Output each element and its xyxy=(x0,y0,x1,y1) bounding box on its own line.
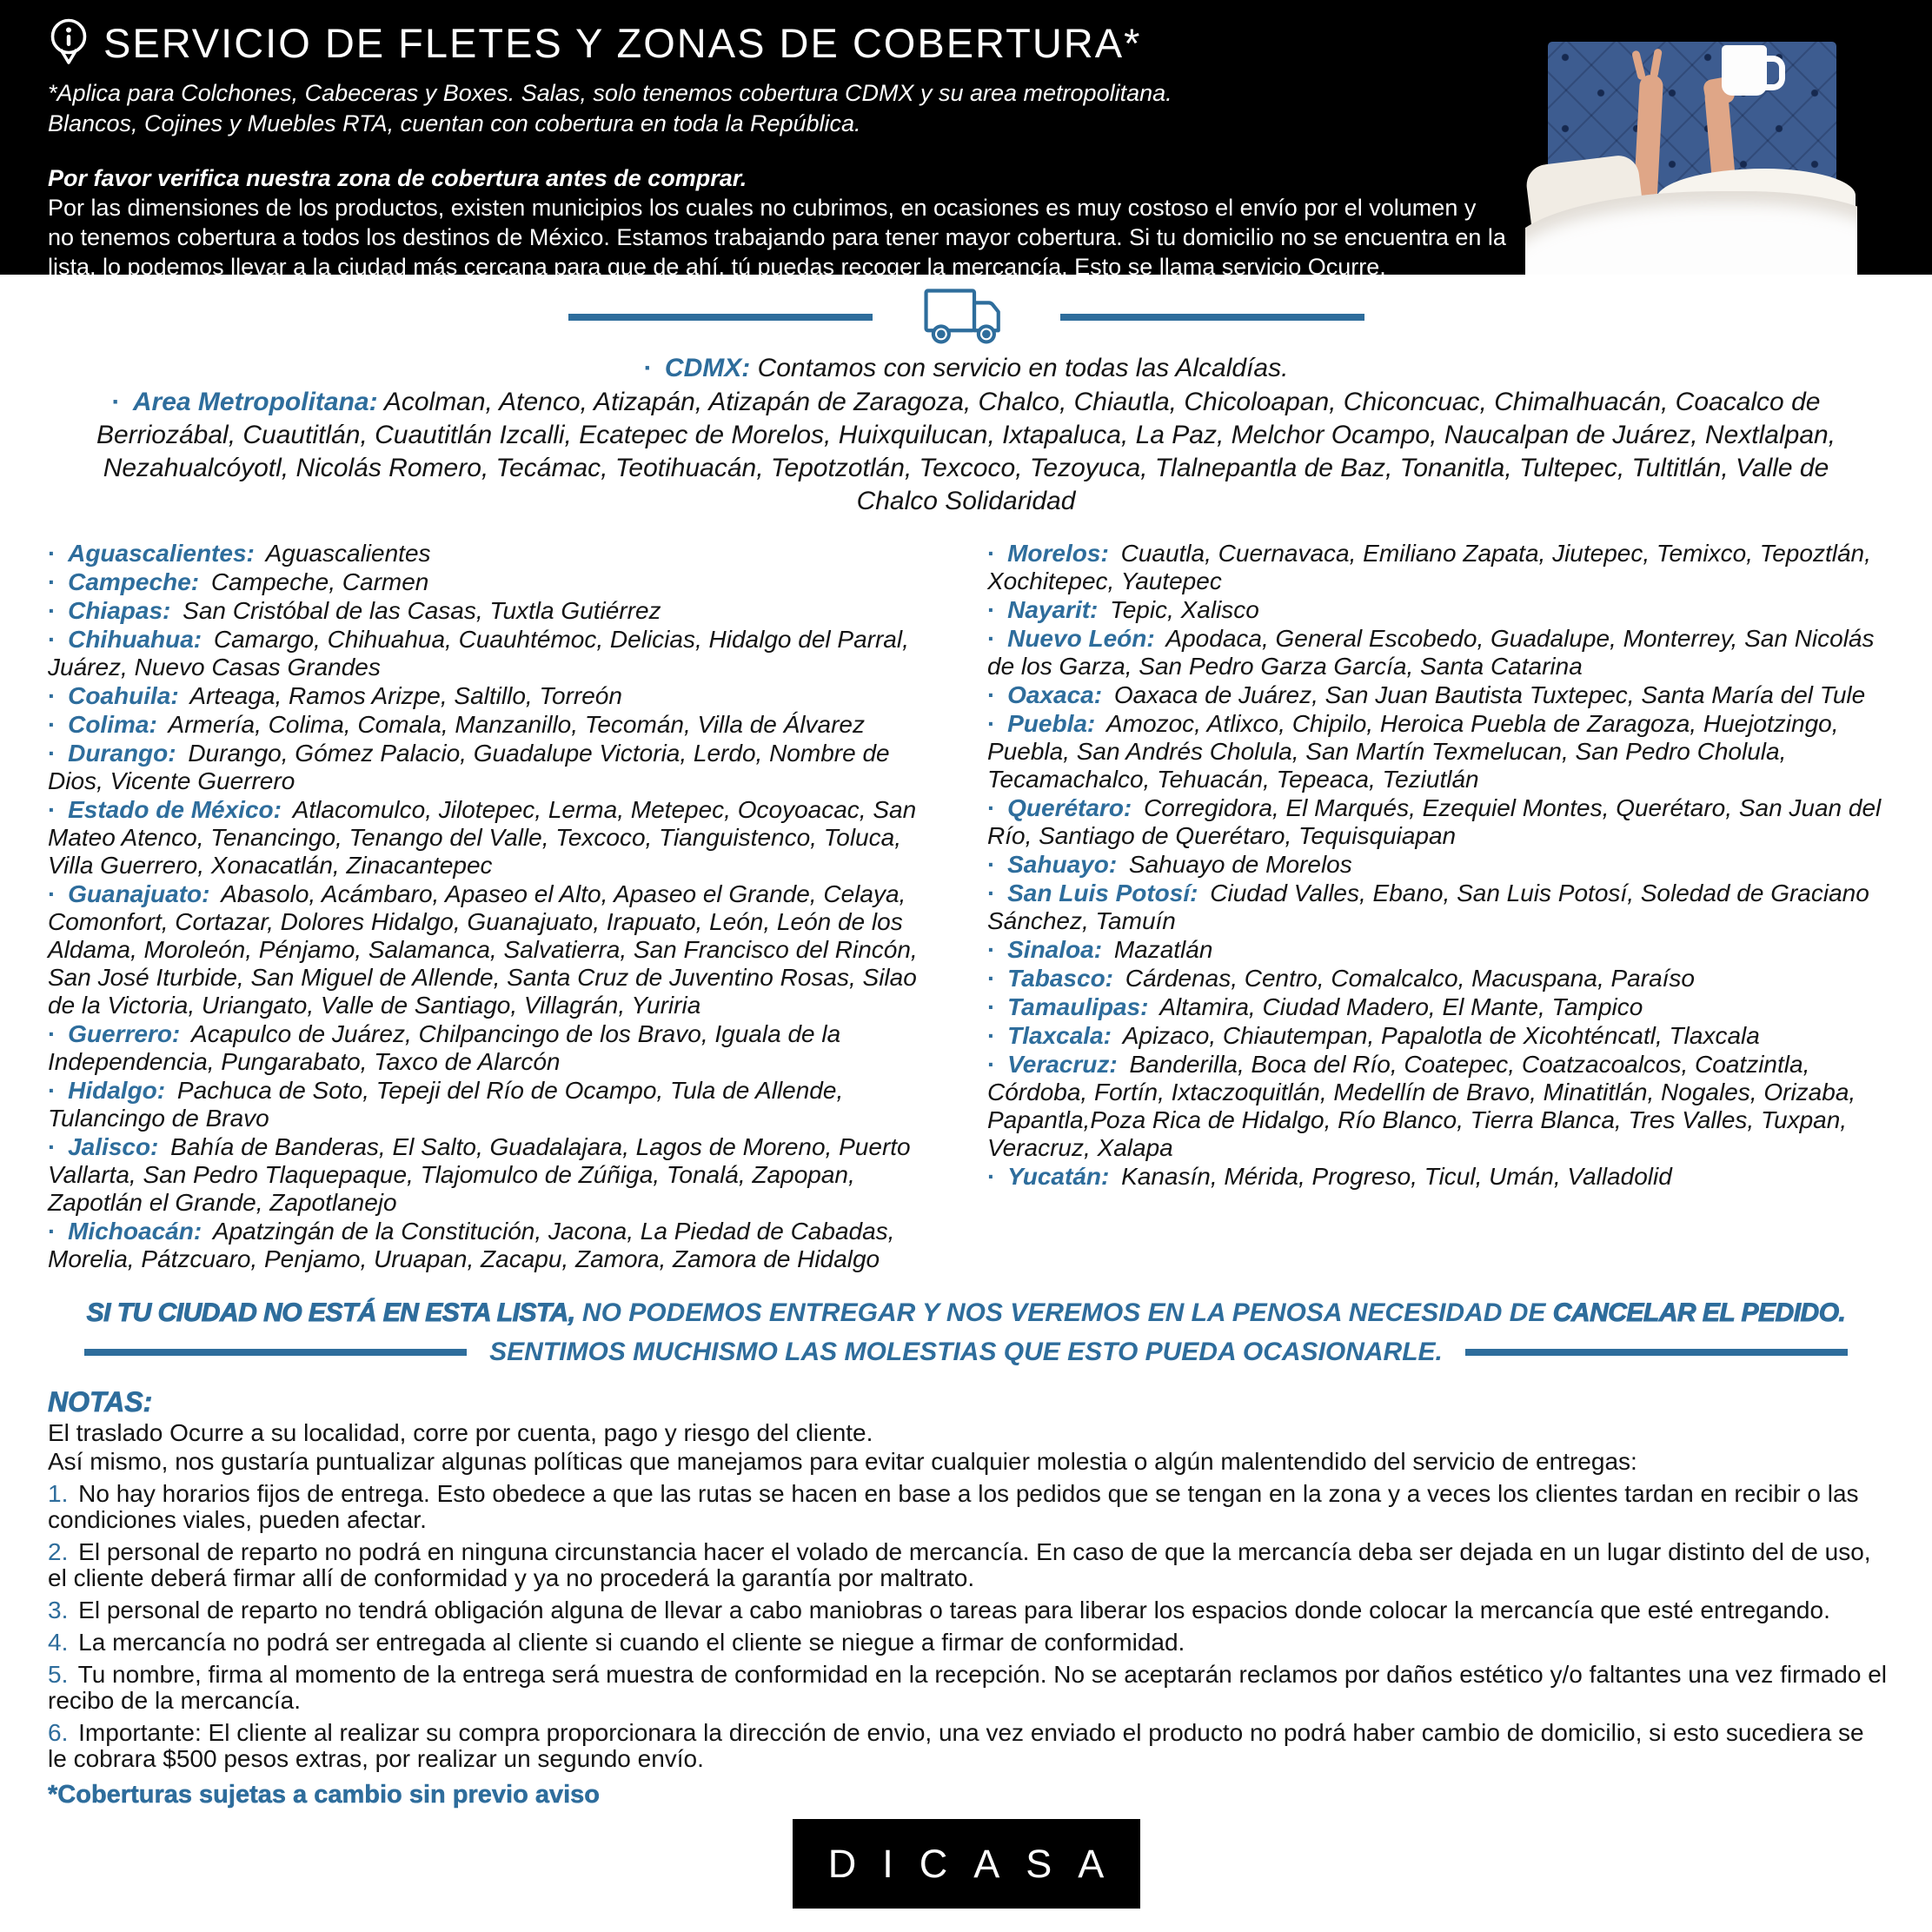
note-item xyxy=(48,1720,1889,1772)
bullet: · xyxy=(48,540,56,567)
bullet: · xyxy=(987,993,996,1020)
note-text: La mercancía no podrá ser entregada al cliente si cuando el cliente se niegue a firmar de conformidad. xyxy=(78,1629,1185,1656)
bullet: · xyxy=(48,1077,56,1104)
warning-strong1: SI TU CIUDAD NO ESTÁ EN ESTA LISTA, xyxy=(86,1298,575,1327)
state-entry xyxy=(987,681,1889,709)
state-entry xyxy=(987,1051,1889,1162)
warning-mid: NO PODEMOS ENTREGAR Y NOS VEREMOS EN LA PENOSA NECESIDAD DE xyxy=(581,1298,1553,1327)
state-name: San Luis Potosí: xyxy=(1007,880,1198,906)
state-entry xyxy=(987,851,1889,879)
state-cities: Acapulco de Juárez, Chilpancingo de los Bravo, Iguala de la Independencia, Pungarabato, Taxco de Alarcón xyxy=(48,1020,841,1075)
note-item xyxy=(48,1630,1889,1656)
state-cities: Sahuayo de Morelos xyxy=(1128,851,1352,878)
state-entry xyxy=(48,1020,949,1076)
state-cities: Arteaga, Ramos Arizpe, Saltillo, Torreón xyxy=(189,682,622,709)
note-number: 6. xyxy=(48,1719,69,1746)
bullet: · xyxy=(48,597,56,624)
state-name: Tlaxcala: xyxy=(1007,1022,1112,1049)
bed-photo xyxy=(1525,7,1857,275)
state-cities: Tepic, Xalisco xyxy=(1110,596,1259,623)
state-name: Colima: xyxy=(68,711,157,738)
note-number: 2. xyxy=(48,1538,69,1565)
info-pin-icon xyxy=(48,17,90,68)
warning-line2: SENTIMOS MUCHISMO LAS MOLESTIAS QUE ESTO PUEDA OCASIONARLE. xyxy=(489,1338,1443,1366)
state-cities: Amozoc, Atlixco, Chipilo, Heroica Puebla de Zaragoza, Huejotzingo, Puebla, San Andrés Cholula, San Martín Texmelucan, San Pedro Cholula, Tecamachalco, Tehuacán, Tepeaca, Teziutlán xyxy=(987,710,1839,793)
state-name: Nuevo León: xyxy=(1007,625,1155,652)
note-item xyxy=(48,1597,1889,1623)
state-cities: Oaxaca de Juárez, San Juan Bautista Tuxtepec, Santa María del Tule xyxy=(1113,681,1866,708)
bullet: · xyxy=(48,880,56,907)
bullet: · xyxy=(987,851,996,878)
bullet: · xyxy=(111,388,121,416)
bullet: · xyxy=(987,596,996,623)
state-entry xyxy=(48,597,949,625)
truck-divider xyxy=(0,287,1932,348)
state-name: Puebla: xyxy=(1007,710,1096,737)
state-name: Morelos: xyxy=(1007,540,1109,567)
note-text: Tu nombre, firma al momento de la entrega será muestra de conformidad en la recepción. No se aceptarán reclamos por daños estético y/o faltantes una vez firmado el recibo de la mercancía. xyxy=(48,1661,1888,1714)
bullet: · xyxy=(987,794,996,821)
state-name: Jalisco: xyxy=(68,1133,159,1160)
state-cities: Kanasín, Mérida, Progreso, Ticul, Umán, Valladolid xyxy=(1121,1163,1672,1190)
state-entry xyxy=(48,1077,949,1132)
divider-rule-right xyxy=(1060,314,1364,321)
state-entry xyxy=(987,880,1889,935)
state-entry xyxy=(987,596,1889,624)
state-entry xyxy=(48,568,949,596)
bullet: · xyxy=(987,1022,996,1049)
state-cities: Mazatlán xyxy=(1113,936,1213,963)
state-cities: Apizaco, Chiautempan, Papalotla de Xicohténcatl, Tlaxcala xyxy=(1122,1022,1760,1049)
state-entry xyxy=(48,1218,949,1273)
note-text: No hay horarios fijos de entrega. Esto obedece a que las rutas se hacen en base a los pedidos que se tengan en la zona y a veces los clientes tardan en recibir o las condiciones viales, pueden afectar. xyxy=(48,1480,1859,1533)
warning-rule-left xyxy=(84,1349,467,1356)
warning-line1 xyxy=(0,1296,1932,1331)
state-cities: Atlacomulco, Jilotepec, Lerma, Metepec, Ocoyoacac, San Mateo Atenco, Tenancingo, Tenango del Valle, Texcoco, Tianguistenco, Toluca, Villa Guerrero, Xonacatlán, Zinacantepec xyxy=(48,796,917,879)
state-name: Sinaloa: xyxy=(1007,936,1103,963)
note-number: 5. xyxy=(48,1661,69,1688)
bullet: · xyxy=(987,1051,996,1078)
state-cities: Pachuca de Soto, Tepeji del Río de Ocampo, Tula de Allende, Tulancingo de Bravo xyxy=(48,1077,844,1132)
state-entry xyxy=(48,711,949,739)
bullet: · xyxy=(48,796,56,823)
state-name: Coahuila: xyxy=(68,682,179,709)
note-item xyxy=(48,1539,1889,1591)
bullet: · xyxy=(987,1163,996,1190)
state-entry xyxy=(987,710,1889,793)
state-cities: Apodaca, General Escobedo, Guadalupe, Monterrey, San Nicolás de los Garza, San Pedro Garza García, Santa Catarina xyxy=(987,625,1875,680)
state-entry xyxy=(987,540,1889,595)
state-name: Oaxaca: xyxy=(1007,681,1103,708)
dicasa-logo-text: DICASA xyxy=(827,1841,1131,1886)
state-cities: Cárdenas, Centro, Comalcalco, Macuspana, Paraíso xyxy=(1125,965,1695,992)
delivery-truck-icon xyxy=(921,287,1012,348)
warning-strong2: CANCELAR EL PEDIDO. xyxy=(1552,1298,1846,1327)
state-cities: Aguascalientes xyxy=(265,540,431,567)
bullet: · xyxy=(48,626,56,653)
state-name: Querétaro: xyxy=(1007,794,1132,821)
state-cities: Camargo, Chihuahua, Cuauhtémoc, Delicias, Hidalgo del Parral, Juárez, Nuevo Casas Grandes xyxy=(48,626,909,681)
bullet: · xyxy=(987,710,996,737)
bullet: · xyxy=(987,880,996,906)
note-text: Importante: El cliente al realizar su compra proporcionara la dirección de envio, una vez enviado el producto no podrá haber cambio de domicilio, si esto sucediera se le cobrara $500 pesos extras, por realizar un segundo envío. xyxy=(48,1719,1864,1772)
state-name: Guerrero: xyxy=(68,1020,181,1047)
state-name: Nayarit: xyxy=(1007,596,1099,623)
state-name: Estado de México: xyxy=(68,796,282,823)
metro-paragraph xyxy=(67,386,1866,518)
state-name: Yucatán: xyxy=(1007,1163,1110,1190)
state-cities: Durango, Gómez Palacio, Guadalupe Victoria, Lerdo, Nombre de Dios, Vicente Guerrero xyxy=(48,740,890,794)
state-entry xyxy=(987,625,1889,681)
bullet: · xyxy=(987,936,996,963)
notes-intro-line1: El traslado Ocurre a su localidad, corre por cuenta, pago y riesgo del cliente. xyxy=(48,1419,873,1446)
states-columns xyxy=(0,539,1932,1273)
state-name: Michoacán: xyxy=(68,1218,202,1245)
state-cities: Banderilla, Boca del Río, Coatepec, Coatzacoalcos, Coatzintla, Córdoba, Fortín, Ixtaczoquitlán, Medellín de Bravo, Minatitlán, Nogales, Orizaba, Papantla,Poza Rica de Hidalgo, Río Blanco, Tierra Blanca, Tres Valles, Tuxpan, Veracruz, Xalapa xyxy=(987,1051,1856,1161)
metro-text: Acolman, Atenco, Atizapán, Atizapán de Zaragoza, Chalco, Chiautla, Chicoloapan, Chiconcuac, Chimalhuacán, Coacalco de Berriozábal, Cuautitlán, Cuautitlán Izcalli, Ecatepec de Morelos, Huixquilucan, Ixtapaluca, La Paz, Melchor Ocampo, Naucalpan de Juárez, Nextlalpan, Nezahualcóyotl, Nicolás Romero, Tecámac, Teotihuacán, Tepotzotlán, Texcoco, Tezoyuca, Tlalnepantla de Baz, Tonanitla, Tultepec, Tultitlán, Valle de Chalco Solidaridad xyxy=(96,388,1836,515)
header-subtitle-line1: *Aplica para Colchones, Cabeceras y Boxes. Salas, solo tenemos cobertura CDMX y su area metropolitana. xyxy=(48,80,1172,106)
note-text: El personal de reparto no podrá en ninguna circunstancia hacer el volado de mercancía. En caso de que la mercancía deba ser dejada en un lugar distinto del de uso, el cliente deberá firmar allí de conformidad y ya no procederá la garantía por maltrato. xyxy=(48,1538,1871,1591)
verify-body-text: Por las dimensiones de los productos, existen municipios los cuales no cubrimos, en ocasiones es muy costoso el envío por el volumen y no tenemos cobertura a todos los destinos de México. Estamos trabajando para tener mayor cobertura. Si tu domicilio no se encuentra en la lista, lo podemos llevar a la ciudad más cercana para que de ahí, tú puedas recoger la mercancía. Esto se llama servicio Ocurre. xyxy=(48,195,1506,280)
state-name: Guanajuato: xyxy=(68,880,210,907)
mug-handle-art xyxy=(1760,56,1785,90)
header-band xyxy=(0,0,1932,280)
state-cities: Ciudad Valles, Ebano, San Luis Potosí, Soledad de Graciano Sánchez, Tamuín xyxy=(987,880,1869,934)
state-name: Sahuayo: xyxy=(1007,851,1118,878)
state-cities: San Cristóbal de las Casas, Tuxtla Gutiérrez xyxy=(183,597,661,624)
bullet: · xyxy=(987,540,996,567)
state-entry xyxy=(48,880,949,1019)
states-column-left xyxy=(48,539,949,1273)
header-subtitle-line2: Blancos, Cojines y Muebles RTA, cuentan con cobertura en toda la República. xyxy=(48,110,861,136)
state-cities: Cuautla, Cuernavaca, Emiliano Zapata, Jiutepec, Temixco, Tepoztlán, Xochitepec, Yautepec xyxy=(987,540,1871,594)
state-entry xyxy=(48,626,949,681)
bullet: · xyxy=(48,740,56,767)
state-entry xyxy=(48,740,949,795)
state-name: Aguascalientes: xyxy=(68,540,255,567)
state-entry xyxy=(987,794,1889,850)
cdmx-label: CDMX: xyxy=(664,354,751,382)
state-name: Hidalgo: xyxy=(68,1077,166,1104)
state-name: Tabasco: xyxy=(1007,965,1113,992)
state-cities: Altamira, Ciudad Madero, El Mante, Tampico xyxy=(1159,993,1643,1020)
state-name: Tamaulipas: xyxy=(1007,993,1149,1020)
state-entry xyxy=(987,1163,1889,1191)
bullet: · xyxy=(643,354,653,382)
state-cities: Abasolo, Acámbaro, Apaseo el Alto, Apaseo el Grande, Celaya, Comonfort, Cortazar, Dolores Hidalgo, Guanajuato, Irapuato, León, León de los Aldama, Moroleón, Pénjamo, Salamanca, Salvatierra, San Francisco del Rincón, San José Iturbide, San Miguel de Allende, Santa Cruz de Juventino Rosas, Silao de la Victoria, Uriangato, Valle de Santiago, Villagrán, Yuriria xyxy=(48,880,918,1019)
state-name: Veracruz: xyxy=(1007,1051,1118,1078)
note-text: El personal de reparto no tendrá obligación alguna de llevar a cabo maniobras o tareas para liberar los espacios donde colocar la mercancía que esté entregando. xyxy=(78,1597,1830,1623)
bullet: · xyxy=(987,965,996,992)
warning-rule-right xyxy=(1465,1349,1848,1356)
state-cities: Bahía de Banderas, El Salto, Guadalajara, Lagos de Moreno, Puerto Vallarta, San Pedro Tlaquepaque, Tlajomulco de Zúñiga, Tonalá, Zapopan, Zapotlán el Grande, Zapotlanejo xyxy=(48,1133,911,1216)
state-entry xyxy=(987,993,1889,1021)
bullet: · xyxy=(48,1020,56,1047)
state-entry xyxy=(48,796,949,880)
notes-list xyxy=(48,1481,1889,1772)
state-name: Campeche: xyxy=(68,568,200,595)
notes-heading: NOTAS: xyxy=(48,1386,153,1417)
bullet: · xyxy=(48,568,56,595)
note-item xyxy=(48,1481,1889,1533)
note-number: 4. xyxy=(48,1629,69,1656)
page-title: SERVICIO DE FLETES Y ZONAS DE COBERTURA* xyxy=(103,19,1142,66)
note-item xyxy=(48,1662,1889,1714)
bullet: · xyxy=(987,681,996,708)
state-entry xyxy=(48,682,949,710)
notes-intro-line2: Así mismo, nos gustaría puntualizar algunas políticas que manejamos para evitar cualquier molestia o algún malentendido del servicio de entregas: xyxy=(48,1448,1637,1475)
state-cities: Apatzingán de la Constitución, Jacona, La Piedad de Cabadas, Morelia, Pátzcuaro, Penjamo, Uruapan, Zacapu, Zamora, Zamora de Hidalgo xyxy=(48,1218,895,1272)
state-name: Chiapas: xyxy=(68,597,171,624)
states-column-right xyxy=(987,539,1889,1273)
bullet: · xyxy=(48,1133,56,1160)
bullet: · xyxy=(48,1218,56,1245)
bullet: · xyxy=(987,625,996,652)
state-entry xyxy=(48,1133,949,1217)
state-name: Chihuahua: xyxy=(68,626,202,653)
state-cities: Armería, Colima, Comala, Manzanillo, Tecomán, Villa de Álvarez xyxy=(168,711,865,738)
state-entry xyxy=(48,540,949,568)
note-number: 1. xyxy=(48,1480,69,1507)
state-cities: Corregidora, El Marqués, Ezequiel Montes, Querétaro, San Juan del Río, Santiago de Querétaro, Tequisquiapan xyxy=(987,794,1882,849)
note-number: 3. xyxy=(48,1597,69,1623)
cdmx-text: Contamos con servicio en todas las Alcaldías. xyxy=(757,354,1289,382)
metro-label: Area Metropolitana: xyxy=(132,388,378,416)
state-cities: Campeche, Carmen xyxy=(210,568,429,595)
state-entry xyxy=(987,1022,1889,1050)
bullet: · xyxy=(48,711,56,738)
coverage-footnote: *Coberturas sujetas a cambio sin previo aviso xyxy=(48,1781,601,1809)
bullet: · xyxy=(48,682,56,709)
dicasa-logo xyxy=(793,1819,1140,1909)
verify-bold-line: Por favor verifica nuestra zona de cobertura antes de comprar. xyxy=(48,165,747,191)
divider-rule-left xyxy=(568,314,873,321)
state-entry xyxy=(987,936,1889,964)
warning-block xyxy=(0,1296,1932,1371)
cdmx-line xyxy=(0,351,1932,386)
state-entry xyxy=(987,965,1889,993)
state-name: Durango: xyxy=(68,740,176,767)
notes-section xyxy=(0,1386,1932,1810)
